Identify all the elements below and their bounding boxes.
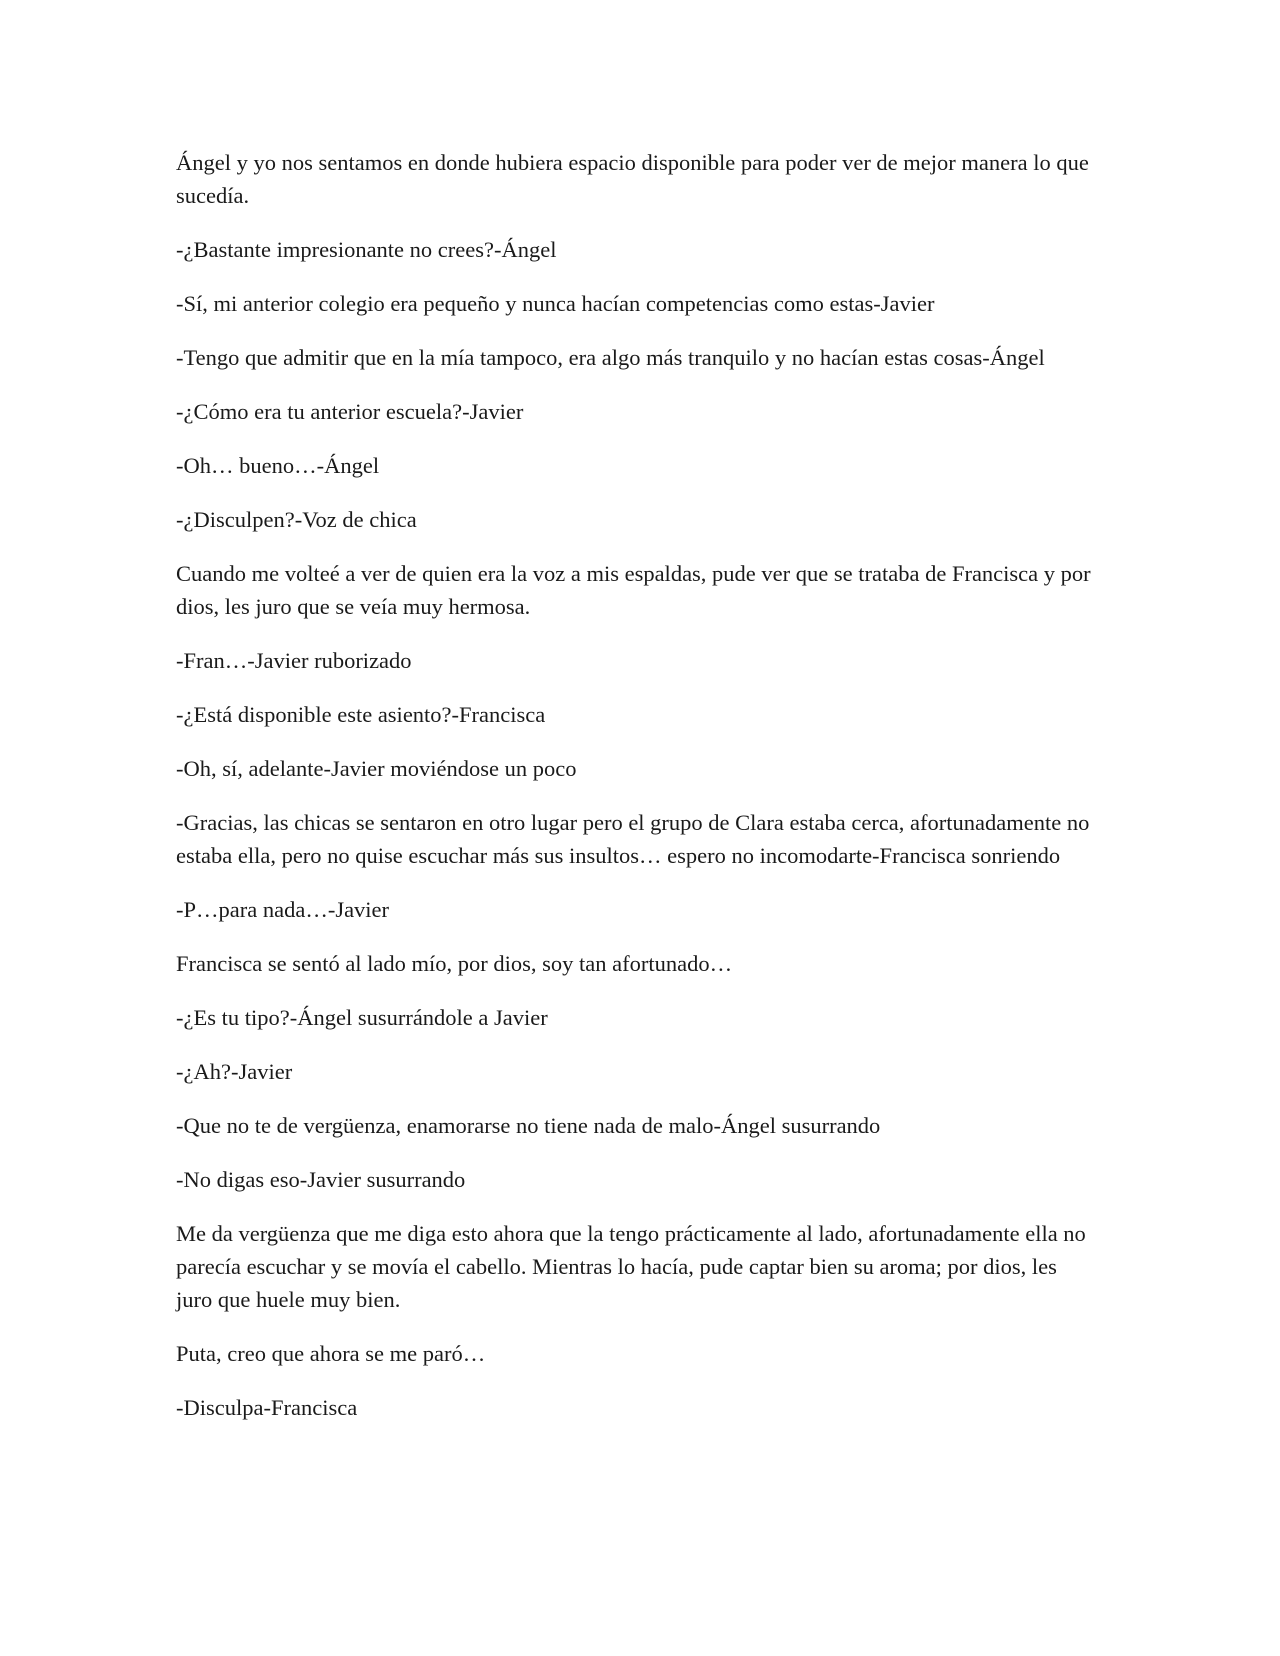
paragraph-17: -Que no te de vergüenza, enamorarse no tiene nada de malo-Ángel susurrando: [176, 1113, 881, 1138]
paragraph-4: -Tengo que admitir que en la mía tampoco, era algo más tranquilo y no hacían estas cosas-Ángel: [176, 345, 1045, 370]
paragraph-15: -¿Es tu tipo?-Ángel susurrándole a Javier: [176, 1005, 548, 1030]
paragraph-8: Cuando me volteé a ver de quien era la voz a mis espaldas, pude ver que se trataba de Francisca y por dios, les juro que se veía muy hermosa.: [176, 561, 1091, 619]
paragraph-3: -Sí, mi anterior colegio era pequeño y nunca hacían competencias como estas-Javier: [176, 291, 935, 316]
paragraph-13: -P…para nada…-Javier: [176, 897, 390, 922]
paragraph-11: -Oh, sí, adelante-Javier moviéndose un poco: [176, 756, 577, 781]
paragraph-21: -Disculpa-Francisca: [176, 1395, 358, 1420]
paragraph-5: -¿Cómo era tu anterior escuela?-Javier: [176, 399, 524, 424]
paragraph-1: Ángel y yo nos sentamos en donde hubiera espacio disponible para poder ver de mejor manera lo que sucedía.: [176, 150, 1089, 208]
document-body: [176, 146, 1096, 1445]
paragraph-16: -¿Ah?-Javier: [176, 1059, 293, 1084]
paragraph-2: -¿Bastante impresionante no crees?-Ángel: [176, 237, 557, 262]
paragraph-10: -¿Está disponible este asiento?-Francisca: [176, 702, 546, 727]
paragraph-19: Me da vergüenza que me diga esto ahora que la tengo prácticamente al lado, afortunadamente ella no parecía escuchar y se movía el cabello. Mientras lo hacía, pude captar bien su aroma; por dios, les juro que huele muy bien.: [176, 1221, 1086, 1312]
paragraph-7: -¿Disculpen?-Voz de chica: [176, 507, 417, 532]
paragraph-12: -Gracias, las chicas se sentaron en otro lugar pero el grupo de Clara estaba cerca, afortunadamente no estaba ella, pero no quise escuchar más sus insultos… espero no incomodarte-Francisca sonriendo: [176, 810, 1090, 868]
paragraph-14: Francisca se sentó al lado mío, por dios, soy tan afortunado…: [176, 951, 733, 976]
paragraph-18: -No digas eso-Javier susurrando: [176, 1167, 466, 1192]
paragraph-20: Puta, creo que ahora se me paró…: [176, 1341, 486, 1366]
paragraph-6: -Oh… bueno…-Ángel: [176, 453, 380, 478]
paragraph-9: -Fran…-Javier ruborizado: [176, 648, 412, 673]
